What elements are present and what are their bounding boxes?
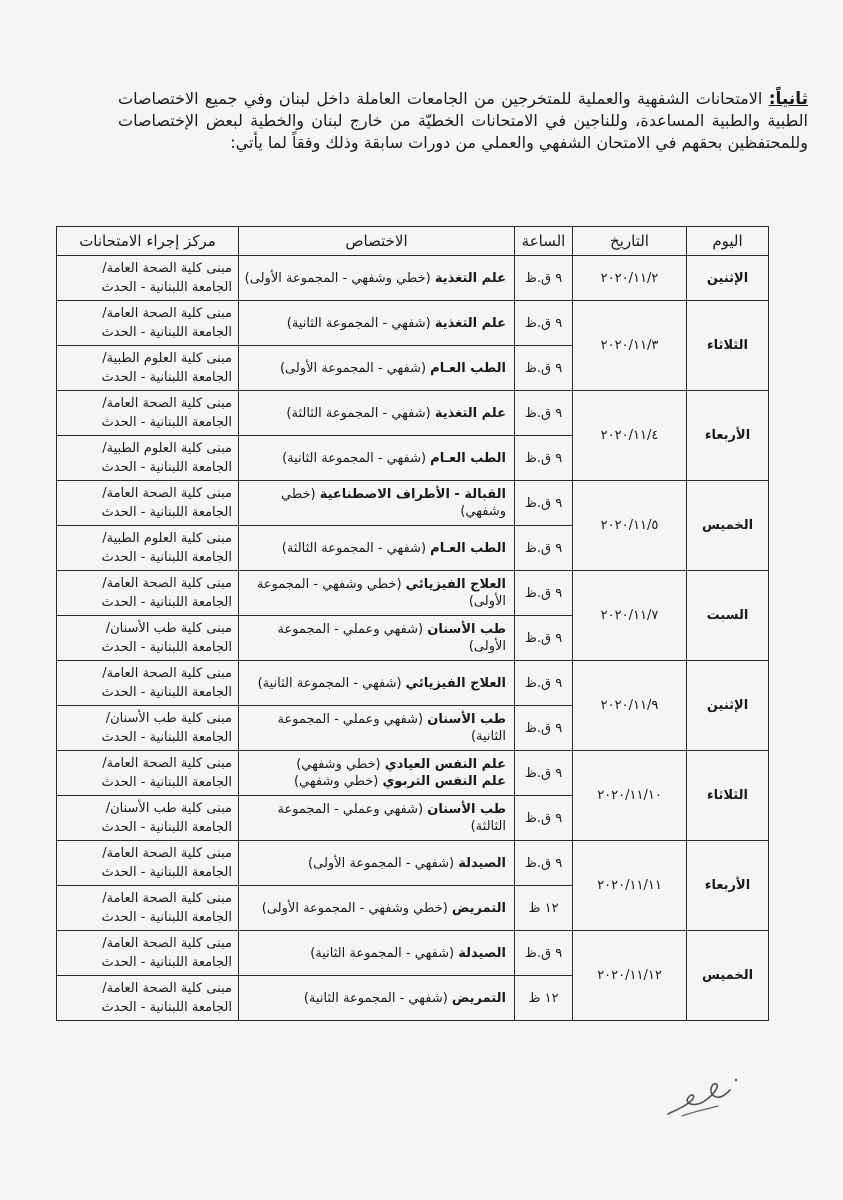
center-university: الجامعة اللبنانية - الحدث: [101, 865, 232, 880]
cell-day: الخميس: [687, 931, 769, 1021]
cell-specialty: [239, 526, 515, 571]
specialty-name: علم النفس التربوي: [382, 774, 506, 789]
cell-specialty: [239, 256, 515, 301]
cell-exam-center: [57, 481, 239, 526]
table-row: [57, 391, 769, 436]
cell-day: الأربعاء: [687, 391, 769, 481]
header-time: الساعة: [515, 227, 573, 256]
center-building: مبنى كلية الصحة العامة/: [102, 576, 232, 591]
cell-date: ٢٠٢٠/١١/١٢: [573, 931, 687, 1021]
center-university: الجامعة اللبنانية - الحدث: [101, 325, 232, 340]
specialty-detail: (شفهي - المجموعة الثالثة): [281, 540, 427, 556]
specialty-name: العلاج الفيزيائي: [405, 675, 506, 691]
cell-time: ١٢ ظ: [515, 976, 573, 1021]
center-building: مبنى كلية الصحة العامة/: [102, 666, 232, 681]
cell-specialty: [239, 931, 515, 976]
cell-specialty: [239, 841, 515, 886]
cell-day: الإثنين: [687, 256, 769, 301]
signature-icon: [662, 1070, 742, 1122]
intro-paragraph: [118, 88, 808, 154]
cell-day: الأربعاء: [687, 841, 769, 931]
cell-specialty: [239, 886, 515, 931]
cell-time: ٩ ق.ظ: [515, 301, 573, 346]
center-building: مبنى كلية الصحة العامة/: [102, 261, 232, 276]
center-building: مبنى كلية الصحة العامة/: [102, 981, 232, 996]
table-row: [57, 256, 769, 301]
table-row: [57, 931, 769, 976]
cell-time: ٩ ق.ظ: [515, 436, 573, 481]
specialty-name: التمريض: [451, 990, 506, 1006]
cell-specialty: [239, 301, 515, 346]
specialty-detail: (شفهي وعملي - المجموعة الثانية): [277, 712, 506, 744]
cell-specialty: [239, 706, 515, 751]
center-university: الجامعة اللبنانية - الحدث: [101, 460, 232, 475]
center-university: الجامعة اللبنانية - الحدث: [101, 820, 232, 835]
cell-specialty: [239, 661, 515, 706]
specialty-detail: (شفهي - المجموعة الثالثة): [286, 405, 431, 421]
center-university: الجامعة اللبنانية - الحدث: [101, 415, 232, 430]
cell-exam-center: [57, 391, 239, 436]
center-building: مبنى كلية الصحة العامة/: [102, 486, 232, 501]
specialty-detail: (خطي وشفهي): [293, 774, 379, 789]
center-university: الجامعة اللبنانية - الحدث: [101, 280, 232, 295]
specialty-detail: (خطي وشفهي): [296, 757, 381, 772]
center-building: مبنى كلية العلوم الطبية/: [102, 351, 232, 366]
cell-specialty: [239, 391, 515, 436]
specialty-detail: (شفهي - المجموعة الأولى): [279, 360, 427, 376]
cell-exam-center: [57, 841, 239, 886]
center-university: الجامعة اللبنانية - الحدث: [101, 775, 232, 790]
cell-exam-center: [57, 256, 239, 301]
cell-day: السبت: [687, 571, 769, 661]
cell-exam-center: [57, 301, 239, 346]
cell-date: ٢٠٢٠/١١/٣: [573, 301, 687, 391]
cell-date: ٢٠٢٠/١١/٢: [573, 256, 687, 301]
section-label: ثانياً:: [768, 89, 808, 109]
table-row: [57, 571, 769, 616]
center-building: مبنى كلية الصحة العامة/: [102, 756, 232, 771]
cell-exam-center: [57, 706, 239, 751]
cell-exam-center: [57, 751, 239, 796]
cell-specialty: [239, 616, 515, 661]
table-row: [57, 841, 769, 886]
specialty-detail: (شفهي - المجموعة الثانية): [282, 450, 427, 466]
header-specialty: الاختصاص: [239, 227, 515, 256]
cell-day: الخميس: [687, 481, 769, 571]
cell-exam-center: [57, 931, 239, 976]
cell-time: ٩ ق.ظ: [515, 796, 573, 841]
specialty-detail: (خطي وشفهي): [280, 487, 506, 519]
cell-time: ٩ ق.ظ: [515, 256, 573, 301]
specialty-detail: (شفهي - المجموعة الثانية): [303, 990, 448, 1006]
header-date: التاريخ: [573, 227, 687, 256]
table-row: [57, 751, 769, 796]
center-building: مبنى كلية العلوم الطبية/: [102, 441, 232, 456]
center-university: الجامعة اللبنانية - الحدث: [101, 1000, 232, 1015]
specialty-name: القبالة - الأطراف الاصطناعية: [319, 487, 506, 502]
specialty-detail: (شفهي - المجموعة الأولى): [308, 855, 455, 871]
specialty-name: علم التغذية: [434, 270, 506, 286]
center-university: الجامعة اللبنانية - الحدث: [101, 640, 232, 655]
cell-specialty: [239, 346, 515, 391]
center-university: الجامعة اللبنانية - الحدث: [101, 910, 232, 925]
center-university: الجامعة اللبنانية - الحدث: [101, 505, 232, 520]
center-building: مبنى كلية طب الأسنان/: [105, 711, 232, 726]
specialty-name: علم النفس العيادي: [384, 757, 506, 772]
cell-day: الإثنين: [687, 661, 769, 751]
cell-time: ٩ ق.ظ: [515, 346, 573, 391]
cell-specialty: [239, 976, 515, 1021]
specialty-name: التمريض: [451, 900, 506, 916]
cell-exam-center: [57, 976, 239, 1021]
cell-time: ٩ ق.ظ: [515, 481, 573, 526]
center-building: مبنى كلية طب الأسنان/: [105, 621, 232, 636]
cell-exam-center: [57, 796, 239, 841]
specialty-detail: (شفهي وعملي - المجموعة الأولى): [277, 622, 506, 654]
specialty-detail: (شفهي - المجموعة الثانية): [257, 675, 402, 691]
cell-day: الثلاثاء: [687, 301, 769, 391]
cell-time: ١٢ ظ: [515, 886, 573, 931]
cell-day: الثلاثاء: [687, 751, 769, 841]
cell-specialty: [239, 751, 515, 796]
specialty-detail: (شفهي وعملي - المجموعة الثالثة): [277, 802, 506, 834]
cell-date: ٢٠٢٠/١١/٧: [573, 571, 687, 661]
cell-time: ٩ ق.ظ: [515, 661, 573, 706]
center-university: الجامعة اللبنانية - الحدث: [101, 595, 232, 610]
cell-time: ٩ ق.ظ: [515, 841, 573, 886]
cell-time: ٩ ق.ظ: [515, 391, 573, 436]
table-row: [57, 481, 769, 526]
cell-specialty: [239, 481, 515, 526]
cell-date: ٢٠٢٠/١١/٩: [573, 661, 687, 751]
cell-specialty: [239, 436, 515, 481]
table-row: [57, 661, 769, 706]
specialty-name: طب الأسنان: [427, 802, 506, 817]
center-building: مبنى كلية الصحة العامة/: [102, 306, 232, 321]
table-row: [57, 301, 769, 346]
center-building: مبنى كلية الصحة العامة/: [102, 891, 232, 906]
specialty-detail: (شفهي - المجموعة الثانية): [310, 945, 455, 961]
table-header-row: [57, 227, 769, 256]
center-university: الجامعة اللبنانية - الحدث: [101, 955, 232, 970]
specialty-detail: (شفهي - المجموعة الثانية): [286, 315, 431, 331]
specialty-name: الطب العـام: [430, 450, 506, 466]
specialty-detail: (خطي وشفهي - المجموعة الأولى): [261, 900, 448, 916]
center-university: الجامعة اللبنانية - الحدث: [101, 550, 232, 565]
center-university: الجامعة اللبنانية - الحدث: [101, 730, 232, 745]
cell-specialty: [239, 796, 515, 841]
center-university: الجامعة اللبنانية - الحدث: [101, 685, 232, 700]
specialty-name: العلاج الفيزيائي: [405, 577, 506, 592]
specialty-detail: (خطي وشفهي - المجموعة الأولى): [244, 270, 431, 286]
cell-exam-center: [57, 886, 239, 931]
cell-exam-center: [57, 346, 239, 391]
cell-exam-center: [57, 571, 239, 616]
specialty-name: طب الأسنان: [427, 622, 506, 637]
cell-specialty: [239, 571, 515, 616]
cell-time: ٩ ق.ظ: [515, 706, 573, 751]
specialty-name: الطب العـام: [430, 360, 506, 376]
intro-text: الامتحانات الشفهية والعملية للمتخرجين من الجامعات العاملة داخل لبنان وفي جميع الاختصاصات الطبية والطبية المساعدة، وللناجين في الامتحانات الخطيّة من خارج لبنان والخطية لبعض الإختصاصات وللمحتفظين بحقهم في الامتحان الشفهي والعملي من دورات سابقة وذلك وفقاً لما يأتي:: [118, 89, 808, 152]
cell-date: ٢٠٢٠/١١/٤: [573, 391, 687, 481]
cell-exam-center: [57, 661, 239, 706]
cell-exam-center: [57, 616, 239, 661]
center-building: مبنى كلية الصحة العامة/: [102, 396, 232, 411]
cell-time: ٩ ق.ظ: [515, 526, 573, 571]
center-building: مبنى كلية الصحة العامة/: [102, 846, 232, 861]
specialty-detail: (خطي وشفهي - المجموعة الأولى): [256, 577, 506, 609]
cell-time: ٩ ق.ظ: [515, 751, 573, 796]
cell-time: ٩ ق.ظ: [515, 931, 573, 976]
specialty-name: علم التغذية: [434, 405, 506, 421]
center-building: مبنى كلية الصحة العامة/: [102, 936, 232, 951]
center-building: مبنى كلية طب الأسنان/: [105, 801, 232, 816]
cell-exam-center: [57, 436, 239, 481]
cell-time: ٩ ق.ظ: [515, 571, 573, 616]
specialty-name: الصيدلة: [458, 945, 506, 961]
center-university: الجامعة اللبنانية - الحدث: [101, 370, 232, 385]
specialty-name: الصيدلة: [458, 855, 506, 871]
exam-schedule-table: [56, 226, 769, 1021]
cell-date: ٢٠٢٠/١١/١٠: [573, 751, 687, 841]
specialty-name: علم التغذية: [434, 315, 506, 331]
cell-time: ٩ ق.ظ: [515, 616, 573, 661]
header-day: اليوم: [687, 227, 769, 256]
cell-date: ٢٠٢٠/١١/٥: [573, 481, 687, 571]
center-building: مبنى كلية العلوم الطبية/: [102, 531, 232, 546]
specialty-name: طب الأسنان: [427, 712, 506, 727]
header-center: مركز إجراء الامتحانات: [57, 227, 239, 256]
cell-exam-center: [57, 526, 239, 571]
cell-date: ٢٠٢٠/١١/١١: [573, 841, 687, 931]
specialty-name: الطب العـام: [430, 540, 506, 556]
